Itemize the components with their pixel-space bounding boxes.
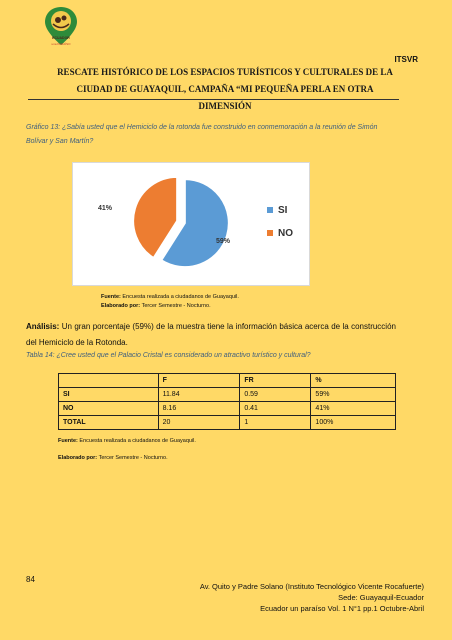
chart-source (101, 293, 239, 311)
table-cell: 20 (158, 416, 240, 430)
table-header-row (59, 374, 396, 388)
chart-prepared-label: Elaborado por: (101, 303, 141, 309)
legend-swatch (267, 230, 273, 236)
table-cell: 8.16 (158, 402, 240, 416)
title-line-1: RESCATE HISTÓRICO DE LOS ESPACIOS TURÍSTICOS Y CULTURALES DE LA (57, 67, 393, 77)
table-cell: 0.59 (240, 388, 311, 402)
table-cell: 41% (311, 402, 396, 416)
graph-caption: Gráfico 13: ¿Sabía usted que el Hemiciclo de la rotonda fue construido en conmemoración a la reunión de Simón Bolívar y San Martín? (26, 124, 378, 145)
legend-label: SI (278, 205, 288, 216)
chart-prepared-text: Tercer Semestre - Nocturno. (141, 303, 211, 309)
footer-line-3: Ecuador un paraíso Vol. 1 N°1 pp.1 Octubre-Abril (260, 604, 424, 613)
table-source-text: Encuesta realizada a ciudadanos de Guayaquil. (79, 438, 196, 444)
legend-label: NO (278, 228, 293, 239)
pie-data-label: 59% (216, 238, 231, 245)
title-line-2: CIUDAD DE GUAYAQUIL, CAMPAÑA “MI PEQUEÑA PERLA EN OTRA DIMENSIÓN (76, 84, 374, 111)
table-cell: 1 (240, 416, 311, 430)
table-caption: Tabla 14: ¿Cree usted que el Palacio Cristal es considerado un atractivo turístico y cultural? (26, 352, 311, 359)
table-header-cell: % (311, 374, 396, 388)
header-divider (28, 99, 399, 100)
pie-chart (72, 162, 310, 286)
table-row (59, 416, 396, 430)
table-cell: 11.84 (158, 388, 240, 402)
table-cell: 100% (311, 416, 396, 430)
table-header-cell: F (158, 374, 240, 388)
table-cell: 0.41 (240, 402, 311, 416)
table-prepared-label: Elaborado por: (58, 455, 98, 461)
table-header-cell (59, 374, 159, 388)
table-cell: SI (59, 388, 159, 402)
page-number: 84 (26, 575, 35, 584)
table-cell: 59% (311, 388, 396, 402)
frequency-table (58, 373, 396, 430)
table-cell: NO (59, 402, 159, 416)
analysis-text: Un gran porcentaje (59%) de la muestra tiene la información básica acerca de la construcción del Hemiciclo de la Rotonda. (26, 322, 396, 347)
table-source (58, 437, 196, 446)
legend-swatch (267, 207, 273, 213)
footer-line-1: Av. Quito y Padre Solano (Instituto Tecnológico Vicente Rocafuerte) (199, 582, 424, 591)
table-cell: TOTAL (59, 416, 159, 430)
table-row (59, 388, 396, 402)
institution-label: ITSVR (394, 55, 418, 64)
pie-data-label: 41% (98, 205, 113, 212)
table-prepared-text: Tercer Semestre - Nocturno. (98, 455, 168, 461)
table-source-label: Fuente: (58, 438, 78, 444)
logo-text: ECUADOR (52, 36, 70, 40)
footer-line-2: Sede: Guayaquil-Ecuador (338, 593, 424, 602)
chart-source-text: Encuesta realizada a ciudadanos de Guayaquil. (122, 294, 239, 300)
footer (200, 581, 424, 614)
table-prepared (58, 454, 168, 463)
table-header-cell: FR (240, 374, 311, 388)
chart-source-label: Fuente: (101, 294, 121, 300)
pie-chart-svg (73, 163, 309, 285)
analysis-label: Análisis: (26, 322, 60, 331)
table-row (59, 402, 396, 416)
logo-subtext: una PARAÍSO (51, 42, 71, 46)
analysis-paragraph (26, 319, 396, 351)
document-title (52, 64, 398, 115)
